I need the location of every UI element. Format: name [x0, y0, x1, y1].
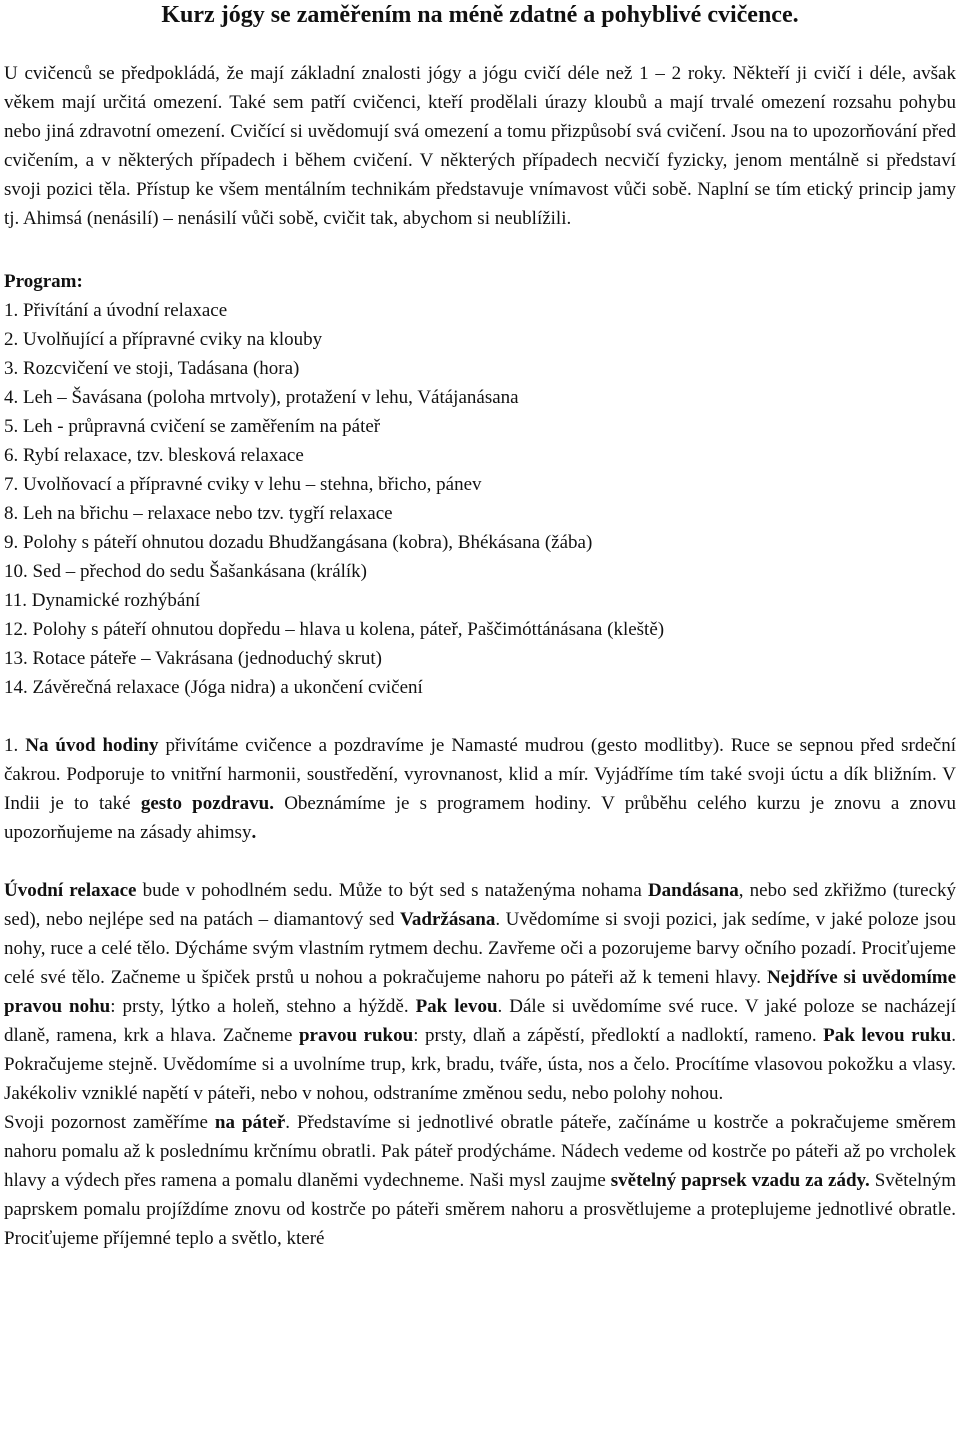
program-item: 1. Přivítání a úvodní relaxace — [4, 300, 228, 321]
program-item: 12. Polohy s páteří ohnutou dopředu – hlava u kolena, páteř, Paščimóttánásana (kleště) — [4, 619, 665, 640]
paragraph-number: 1. — [4, 735, 19, 756]
emphasis-text: Úvodní relaxace — [4, 880, 137, 901]
emphasis-text: Pak levou ruku — [823, 1025, 952, 1046]
intro-paragraph: U cvičenců se předpokládá, že mají základní znalosti jógy a jógu cvičí déle než 1 – 2 roky. Někteří ji cvičí i déle, avšak věkem mají určitá omezení. Také sem patří cvičenci, kteří prodělali úrazy kloubů a mají trvalé omezení rozsahu pohybu nebo jiná zdravotní omezení. Cvičící si uvědomují svá omezení a tomu přizpůsobí svá cvičení. Jsou na to upozorňování před cvičením, a v některých případech i během cvičení. V některých případech necvičí fyzicky, jenom mentálně si představí svoji pozici těla. Přístup ke všem mentálním technikám představuje vnímavost vůči sobě. Naplní se tím etický princip jamy tj. Ahimsá (nenásilí) – nenásilí vůči sobě, cvičit tak, abychom si neublížili. — [4, 63, 956, 229]
program-item: 3. Rozcvičení ve stoji, Tadásana (hora) — [4, 358, 300, 379]
program-item: 2. Uvolňující a přípravné cviky na klouby — [4, 329, 323, 350]
body-text: . Dále si uvědomíme své ruce. V jaké poloze se nacházejí dlaně, ramena, krk a hlava. Začneme — [4, 996, 957, 1046]
relaxation-paragraph — [4, 876, 956, 1108]
program-item: 13. Rotace páteře – Vakrásana (jednoduchý skrut) — [4, 648, 382, 669]
program-item: 11. Dynamické rozhýbání — [4, 590, 201, 611]
body-text: přivítáme cvičence a pozdravíme je Namasté mudrou (gesto modlitby). Ruce se sepnou před srdeční čakrou. Podporuje to vnitřní harmonii, soustředění, vyrovnanost, klid a mír. Vyjádříme tím také svoji úctu a dík bližním. V Indii je to také — [4, 735, 957, 814]
emphasis-text: Pak levou — [415, 996, 498, 1017]
program-item: 4. Leh – Šavásana (poloha mrtvoly), protažení v lehu, Vátájanásana — [4, 387, 519, 408]
body-text: , nebo sed zkřižmo (turecký sed), nebo nejlépe sed na patách – diamantový sed — [4, 880, 957, 930]
body-text: Obeznámíme je s programem hodiny. V průběhu celého kurzu je znovu a znovu upozorňujeme na zásady ahimsy — [4, 793, 956, 843]
document-title: Kurz jógy se zaměřením na méně zdatné a pohyblivé cvičence. — [161, 2, 799, 28]
body-text: bude v pohodlném sedu. Může to být sed s nataženýma nohama — [142, 880, 642, 901]
spine-paragraph — [4, 1108, 956, 1253]
program-item: 6. Rybí relaxace, tzv. blesková relaxace — [4, 445, 304, 466]
program-item: 7. Uvolňovací a přípravné cviky v lehu – stehna, břicho, pánev — [4, 474, 482, 495]
emphasis-text: Na úvod hodiny — [25, 735, 159, 756]
program-item: 5. Leh - průpravná cvičení se zaměřením na páteř — [4, 416, 381, 437]
program-list — [4, 296, 956, 702]
body-text: Svoji pozornost zaměříme — [4, 1112, 208, 1133]
program-item: 9. Polohy s páteří ohnutou dozadu Bhudžangásana (kobra), Bhékásana (žába) — [4, 532, 593, 553]
emphasis-text: . — [251, 822, 257, 843]
emphasis-text: na páteř — [214, 1112, 286, 1133]
emphasis-text: pravou rukou — [298, 1025, 414, 1046]
body-text: : prsty, dlaň a zápěstí, předloktí a nadloktí, rameno. — [413, 1025, 817, 1046]
program-heading: Program: — [4, 271, 83, 292]
body-text: . Uvědomíme si svoji pozici, jak sedíme, v jaké poloze jsou nohy, ruce a celé tělo. Dýcháme svým vlastním rytmem dechu. Zavřeme oči a pozorujeme barvy očního pozadí. Prociťujeme celé své tělo. Začneme u špiček prstů u nohou a pokračujeme nahoru po páteři až k temeni hlavy. — [4, 909, 957, 988]
program-item: 10. Sed – přechod do sedu Šašankásana (králík) — [4, 561, 368, 582]
program-item: 8. Leh na břichu – relaxace nebo tzv. tygří relaxace — [4, 503, 393, 524]
emphasis-text: gesto pozdravu. — [140, 793, 274, 814]
body-text: : prsty, lýtko a holeň, stehno a hýždě. — [110, 996, 409, 1017]
greeting-paragraph — [4, 731, 956, 847]
emphasis-text: Dandásana — [647, 880, 739, 901]
emphasis-text: Vadržásana — [399, 909, 496, 930]
body-text: Světelným paprskem pomalu projíždíme znovu od kostrče po páteři směrem nahoru a prosvětlujeme a proteplujeme jednotlivé obratle. Prociťujeme příjemné teplo a světlo, které — [4, 1170, 957, 1249]
body-text: . Pokračujeme stejně. Uvědomíme si a uvolníme trup, krk, bradu, tváře, ústa, nos a čelo. Procítíme vlasovou pokožku a vlasy. Jakékoliv vzniklé napětí v páteři, nebo v nohou, odstraníme změnou sedu, nebo polohy nohou. — [4, 1025, 957, 1104]
body-text: . Představíme si jednotlivé obratle páteře, začínáme u kostrče a pokračujeme směrem nahoru pomalu až k poslednímu krčnímu obratli. Pak páteř prodýcháme. Nádech vedeme od kostrče po páteři až po vrcholek hlavy a výdech přes ramena a pomalu dlaněmi vydechneme. Naši mysl zaujme — [4, 1112, 956, 1191]
program-item: 14. Závěrečná relaxace (Jóga nidra) a ukončení cvičení — [4, 677, 423, 698]
emphasis-text: světelný paprsek vzadu za zády. — [610, 1170, 870, 1191]
emphasis-text: Nejdříve si uvědomíme pravou nohu — [4, 967, 957, 1017]
